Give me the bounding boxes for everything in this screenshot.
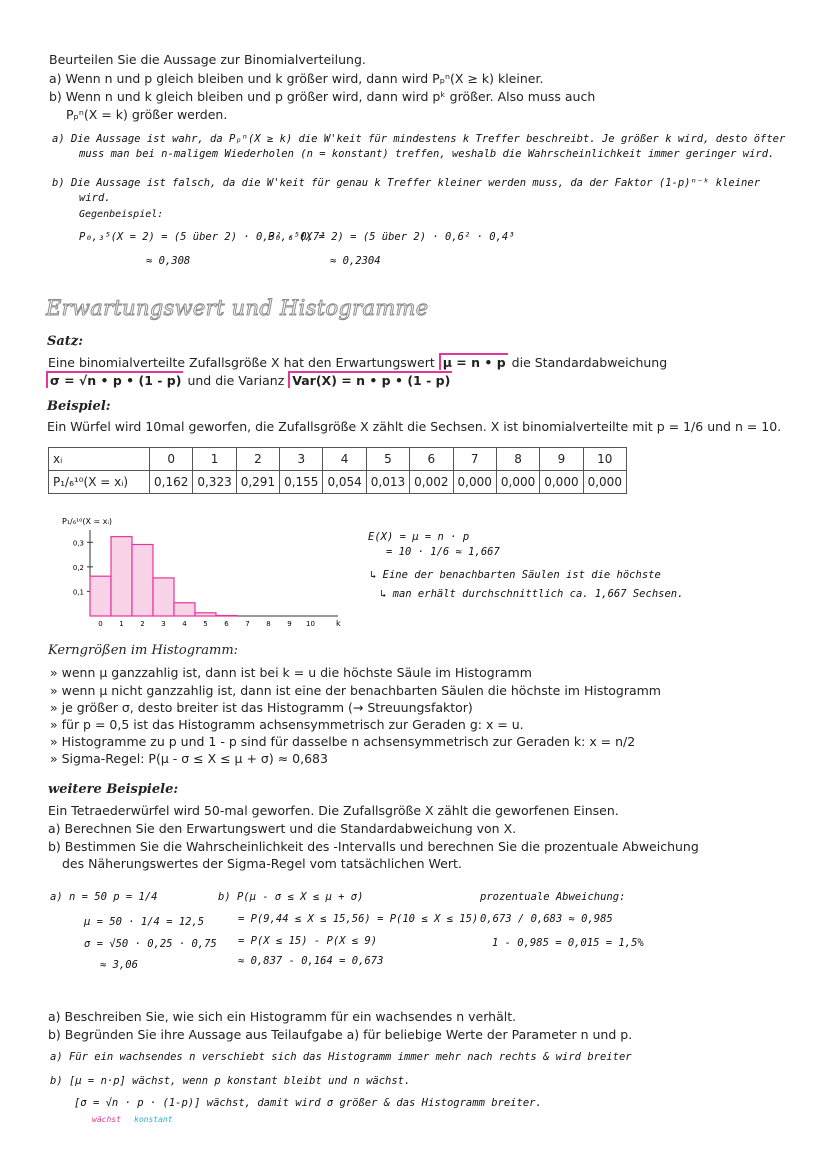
- counterexample-2: P₀,₆⁵(X = 2) = (5 über 2) · 0,6² · 0,4³: [268, 231, 515, 243]
- calc-c-1: prozentuale Abweichung:: [480, 891, 626, 903]
- kern-label: Kerngrößen im Histogramm:: [48, 643, 239, 658]
- last-answer-1: a) Für ein wachsendes n verschiebt sich das Histogramm immer mehr nach rechts & wird breiter: [50, 1051, 632, 1063]
- annotation-grows: wächst: [92, 1115, 121, 1124]
- table-cell: 0,000: [583, 471, 626, 494]
- calc-c-3: 1 - 0,985 = 0,015 = 1,5%: [492, 937, 644, 949]
- x-tick-label: 0: [98, 620, 103, 628]
- weitere-line-2: a) Berechnen Sie den Erwartungswert und die Standardabweichung von X.: [48, 821, 517, 836]
- beispiel-text: Ein Würfel wird 10mal geworfen, die Zufallsgröße X zählt die Sechsen. X ist binomialverteilte mit p = 1/6 und n = 10.: [47, 419, 782, 434]
- calc-b-3: = P(X ≤ 15) - P(X ≤ 9): [238, 935, 378, 947]
- last-question-1: a) Beschreiben Sie, wie sich ein Histogramm für ein wachsendes n verhält.: [48, 1009, 517, 1024]
- table-cell: 0,000: [496, 471, 539, 494]
- answer-a-line-1: a) Die Aussage ist wahr, da Pₚⁿ(X ≥ k) die W'keit für mindestens k Treffer beschreibt. Je größer k wird, desto öfter: [52, 133, 786, 145]
- intro-line-2: a) Wenn n und p gleich bleiben und k größer wird, dann wird Pₚⁿ(X ≥ k) kleiner.: [49, 71, 544, 86]
- table-cell: 1: [193, 448, 236, 471]
- x-tick-label: 4: [182, 620, 187, 628]
- table-cell: 0,013: [366, 471, 409, 494]
- histogram-bar: [174, 603, 195, 616]
- histogram-bar: [132, 544, 153, 616]
- beispiel-label: Beispiel:: [47, 399, 111, 414]
- histogram-bar: [153, 578, 174, 616]
- histogram-bar: [111, 537, 132, 616]
- x-tick-label: 9: [287, 620, 292, 628]
- weitere-label: weitere Beispiele:: [48, 782, 179, 797]
- expectation-note-4: ↳ man erhält durchschnittlich ca. 1,667 Sechsen.: [380, 588, 684, 600]
- calc-a-2: μ = 50 · 1/4 = 12,5: [84, 916, 205, 928]
- y-tick-label: 0,2: [72, 563, 84, 572]
- calc-a-1: a) n = 50 p = 1/4: [50, 891, 158, 903]
- table-cell: 0,323: [193, 471, 236, 494]
- x-tick-label: 6: [224, 620, 229, 628]
- x-tick-label: 8: [266, 620, 271, 628]
- table-cell: 4: [323, 448, 366, 471]
- kern-item: » wenn μ nicht ganzzahlig ist, dann ist eine der benachbarten Säulen die höchste im Histogramm: [50, 683, 661, 698]
- intro-line-3: b) Wenn n und k gleich bleiben und p größer wird, dann wird pᵏ größer. Also muss auch: [49, 89, 596, 104]
- table-cell: 0,000: [540, 471, 583, 494]
- answer-b-line-1: b) Die Aussage ist falsch, da die W'keit für genau k Treffer kleiner werden muss, da der Faktor (1-p)ⁿ⁻ᵏ kleiner: [52, 177, 761, 189]
- expectation-note-3: ↳ Eine der benachbarten Säulen ist die höchste: [370, 569, 661, 581]
- answer-b-line-2: wird.: [79, 192, 111, 204]
- table-cell: 2: [236, 448, 279, 471]
- counterexample-1: P₀,₃⁵(X = 2) = (5 über 2) · 0,3² · 0,7³: [79, 231, 326, 243]
- chart-ylabel: P₁/₆¹⁰(X = xᵢ): [62, 517, 113, 526]
- calc-b-4: ≈ 0,837 - 0,164 = 0,673: [238, 955, 384, 967]
- table-cell: 9: [540, 448, 583, 471]
- counterexample-1-result: ≈ 0,308: [146, 255, 191, 267]
- table-row-p: [49, 471, 627, 494]
- table-cell: 0: [150, 448, 193, 471]
- x-tick-label: 7: [245, 620, 250, 628]
- intro-line-1: Beurteilen Sie die Aussage zur Binomialverteilung.: [49, 52, 366, 67]
- x-tick-label: 5: [203, 620, 208, 628]
- histogram-chart: [56, 512, 346, 630]
- table-cell: 0,291: [236, 471, 279, 494]
- counterexample-2-result: ≈ 0,2304: [330, 255, 381, 267]
- table-cell: 0,155: [280, 471, 323, 494]
- weitere-line-3: b) Bestimmen Sie die Wahrscheinlichkeit des -Intervalls und berechnen Sie die prozentuale Abweichung: [48, 839, 699, 854]
- expectation-note-1: E(X) = μ = n · p: [368, 531, 470, 543]
- expectation-formula: μ = n • p: [439, 353, 508, 370]
- calc-a-4: ≈ 3,06: [100, 959, 138, 971]
- satz-line-1-post: die Standardabweichung: [511, 355, 668, 370]
- calc-c-2: 0,673 / 0,683 ≈ 0,985: [480, 913, 613, 925]
- calc-b-2: = P(9,44 ≤ X ≤ 15,56) = P(10 ≤ X ≤ 15): [238, 913, 479, 925]
- std-deviation-formula: σ = √n • p • (1 - p): [46, 371, 183, 388]
- table-header-x: xᵢ: [49, 448, 150, 471]
- weitere-line-4: des Näherungswertes der Sigma-Regel vom tatsächlichen Wert.: [62, 856, 462, 871]
- table-cell: 6: [410, 448, 453, 471]
- table-header-p: P₁/₆¹⁰(X = xᵢ): [49, 471, 150, 494]
- intro-line-4: Pₚⁿ(X = k) größer werden.: [66, 107, 228, 122]
- chart-xlabel: k: [336, 619, 341, 628]
- x-tick-label: 1: [119, 620, 124, 628]
- table-cell: 10: [583, 448, 626, 471]
- kern-item: » für p = 0,5 ist das Histogramm achsensymmetrisch zur Geraden g: x = u.: [50, 717, 524, 732]
- table-cell: 0,054: [323, 471, 366, 494]
- table-cell: 7: [453, 448, 496, 471]
- answer-a-line-2: muss man bei n-maligem Wiederholen (n = konstant) treffen, weshalb die Wahrscheinlichkeit immer geringer wird.: [79, 148, 775, 160]
- table-row-x: [49, 448, 627, 471]
- annotation-constant: konstant: [134, 1115, 173, 1124]
- probability-table: [48, 447, 627, 494]
- section-title: Erwartungswert und Histogramme: [46, 296, 429, 320]
- histogram-bar: [195, 613, 216, 616]
- x-tick-label: 10: [306, 620, 315, 628]
- last-answer-3: [σ = √n · p · (1-p)] wächst, damit wird σ größer & das Histogramm breiter.: [74, 1097, 542, 1109]
- kern-item: » wenn μ ganzzahlig ist, dann ist bei k = u die höchste Säule im Histogramm: [50, 665, 532, 680]
- counterexample-label: Gegenbeispiel:: [79, 209, 164, 220]
- table-cell: 5: [366, 448, 409, 471]
- expectation-note-2: = 10 · 1/6 ≈ 1,667: [386, 546, 500, 558]
- last-answer-2: b) [μ = n·p] wächst, wenn p konstant bleibt und n wächst.: [50, 1075, 411, 1087]
- table-cell: 3: [280, 448, 323, 471]
- x-tick-label: 2: [140, 620, 145, 628]
- satz-line-1: [48, 354, 667, 371]
- x-tick-label: 3: [161, 620, 166, 628]
- table-cell: 0,162: [150, 471, 193, 494]
- y-tick-label: 0,1: [72, 588, 84, 597]
- table-cell: 0,002: [410, 471, 453, 494]
- kern-item: » Sigma-Regel: P(μ - σ ≤ X ≤ μ + σ) ≈ 0,683: [50, 751, 328, 766]
- satz-line-1-pre: Eine binomialverteilte Zufallsgröße X hat den Erwartungswert: [48, 355, 435, 370]
- kern-item: » je größer σ, desto breiter ist das Histogramm (→ Streuungsfaktor): [50, 700, 473, 715]
- variance-formula: Var(X) = n • p • (1 - p): [288, 371, 452, 388]
- kern-item: » Histogramme zu p und 1 - p sind für dasselbe n achsensymmetrisch zur Geraden k: x = n/2: [50, 734, 636, 749]
- satz-line-2-mid: und die Varianz: [187, 373, 285, 388]
- satz-line-2: [46, 372, 452, 389]
- table-cell: 0,000: [453, 471, 496, 494]
- histogram-bar: [90, 576, 111, 616]
- calc-a-3: σ = √50 · 0,25 · 0,75: [84, 938, 217, 950]
- weitere-line-1: Ein Tetraederwürfel wird 50-mal geworfen. Die Zufallsgröße X zählt die geworfenen Einsen.: [48, 803, 619, 818]
- table-cell: 8: [496, 448, 539, 471]
- calc-b-1: b) P(μ - σ ≤ X ≤ μ + σ): [218, 891, 364, 903]
- last-question-2: b) Begründen Sie ihre Aussage aus Teilaufgabe a) für beliebige Werte der Parameter n und p.: [48, 1027, 633, 1042]
- satz-label: Satz:: [47, 334, 83, 349]
- y-tick-label: 0,3: [72, 539, 84, 548]
